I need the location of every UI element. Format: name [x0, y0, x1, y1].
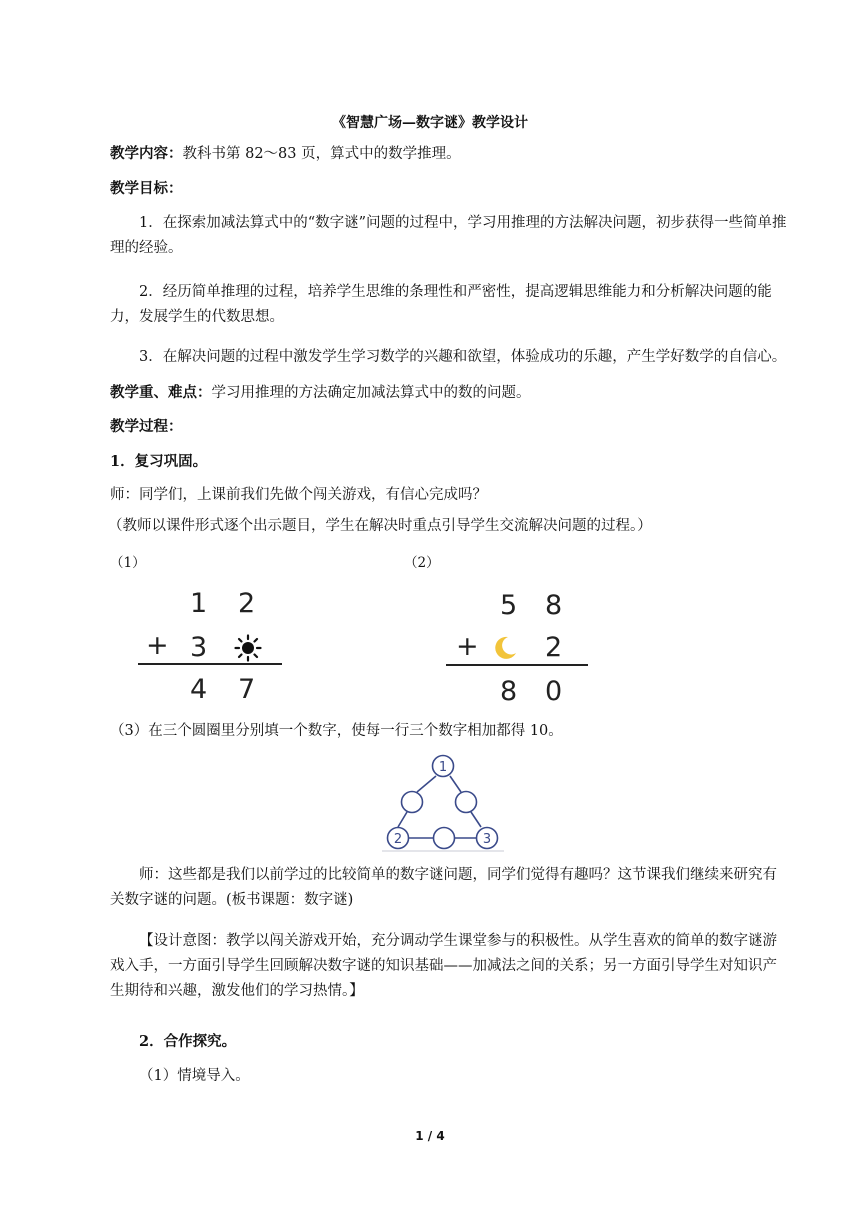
circle-right	[456, 792, 477, 813]
circle-left	[402, 792, 423, 813]
q1-label: （1）	[110, 555, 146, 571]
q1-top-digit-1: 1	[190, 588, 208, 619]
key-text: 学习用推理的方法确定加减法算式中的数的问题。	[211, 385, 531, 401]
q1-result-digit-2: 7	[238, 674, 256, 705]
triangle-edge	[471, 812, 481, 827]
content-label: 教学内容：	[110, 145, 183, 162]
q1-sum-line	[138, 663, 282, 665]
teacher-line-2: 师：这些都是我们以前学过的比较简单的数字谜问题，同学们觉得有趣吗？这节课我们继续来研究有关数字谜的问题。(板书课题：数字谜)	[110, 867, 777, 908]
q1-top-digit-2: 2	[238, 588, 256, 619]
goal-item-3: 3．在解决问题的过程中激发学生学习数学的兴趣和欲望，体验成功的乐趣，产生学好数学的自信心。	[139, 349, 787, 365]
q2-sum-line	[446, 664, 588, 666]
q3-text: （3）在三个圆圈里分别填一个数字，使每一行三个数字相加都得 10。	[110, 723, 563, 739]
teacher-note-1: （教师以课件形式逐个出示题目，学生在解决时重点引导学生交流解决问题的过程。）	[108, 518, 652, 534]
content-text: 教科书第 82～83 页，算式中的数学推理。	[182, 146, 461, 162]
triangle-edge	[398, 812, 407, 827]
triangle-edge	[417, 776, 436, 792]
q2-result-digit-2: 0	[545, 676, 563, 707]
q1-plus-sign: +	[146, 630, 169, 661]
goal-item-1: 1．在探索加减法算式中的“数字谜”问题的过程中，学习用推理的方法解决问题，初步获得一些简单推理的经验。	[110, 215, 787, 256]
q2-label: （2）	[404, 555, 440, 571]
q2-top-digit-1: 5	[500, 590, 518, 621]
q1-result-digit-1: 4	[190, 674, 208, 705]
page-number: 1 / 4	[415, 1129, 445, 1143]
circle-bottom-left-number: 2	[393, 832, 403, 847]
step2-heading: 2．合作探究。	[139, 1033, 237, 1050]
step1-heading: 1．复习巩固。	[110, 453, 208, 470]
circle-bottom-right-number: 3	[482, 832, 492, 847]
q2-plus-sign: +	[456, 631, 479, 662]
teacher-line-1: 师：同学们，上课前我们先做个闯关游戏，有信心完成吗？	[110, 487, 487, 503]
process-label: 教学过程：	[110, 418, 183, 435]
key-paragraph	[110, 380, 790, 406]
goals-label: 教学目标：	[110, 180, 183, 197]
q1-bottom-digit-1: 3	[190, 632, 208, 663]
q2-bottom-digit-2: 2	[545, 632, 563, 663]
content-paragraph	[110, 141, 790, 167]
number-triangle-diagram	[378, 748, 508, 854]
circle-top-number: 1	[438, 760, 448, 775]
q2-top-digit-2: 8	[545, 590, 563, 621]
goal-item-2: 2．经历简单推理的过程，培养学生思维的条理性和严密性，提高逻辑思维能力和分析解决问题的能力，发展学生的代数思想。	[110, 284, 772, 325]
q2-result-digit-1: 8	[500, 676, 518, 707]
sun-icon	[234, 634, 262, 662]
key-label: 教学重、难点：	[110, 384, 212, 401]
step2-sub1: （1）情境导入。	[139, 1068, 250, 1084]
design-intent: 【设计意图：教学以闯关游戏开始，充分调动学生课堂参与的积极性。从学生喜欢的简单的数字谜游戏入手，一方面引导学生回顾解决数字谜的知识基础——加减法之间的关系；另一方面引导学生对知识产生期待和兴趣，激发他们的学习热情。】	[110, 933, 777, 999]
document-title: 《智慧广场—数字谜》教学设计	[332, 115, 528, 131]
moon-icon	[490, 634, 518, 662]
circle-bottom-middle	[434, 828, 455, 849]
triangle-edge	[450, 776, 461, 792]
